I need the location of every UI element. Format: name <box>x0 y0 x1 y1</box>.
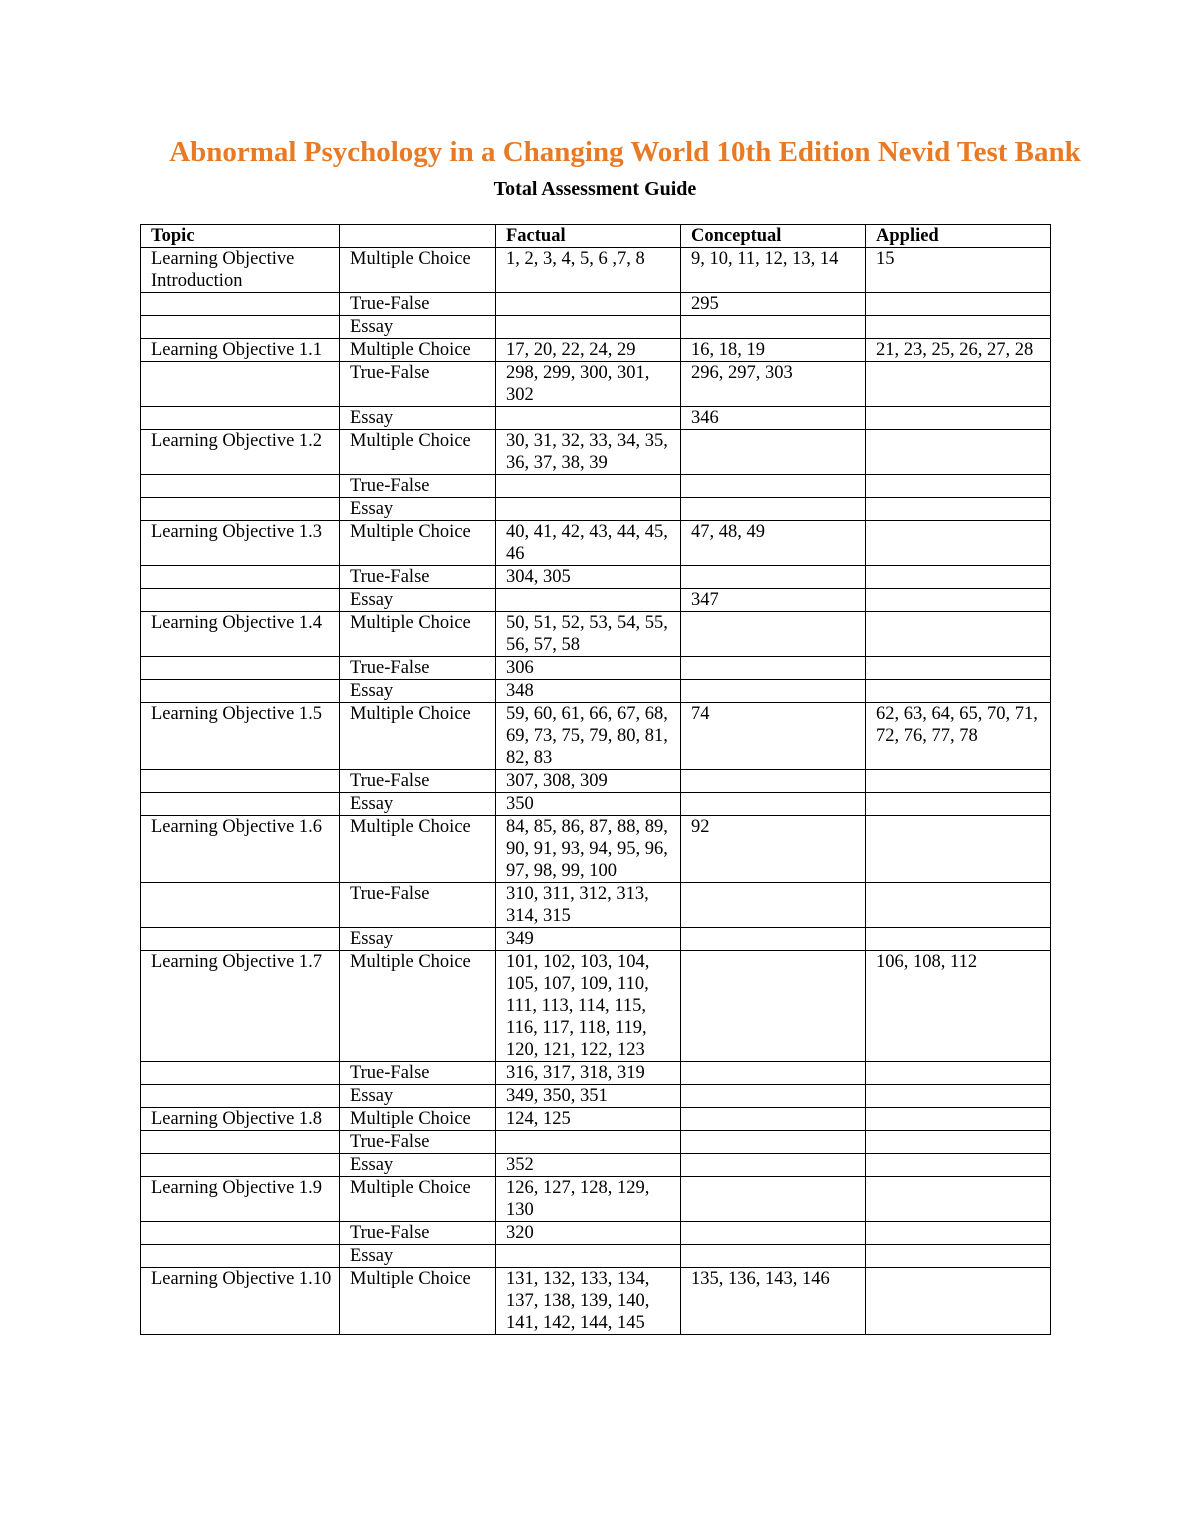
cell-question-type: Essay <box>340 793 496 816</box>
cell-question-type: Multiple Choice <box>340 951 496 1062</box>
cell-conceptual <box>681 1222 866 1245</box>
cell-question-type: Essay <box>340 1154 496 1177</box>
cell-applied <box>866 316 1051 339</box>
cell-conceptual: 47, 48, 49 <box>681 521 866 566</box>
cell-question-type: True-False <box>340 475 496 498</box>
cell-conceptual <box>681 657 866 680</box>
cell-question-type: True-False <box>340 770 496 793</box>
cell-question-type: Essay <box>340 589 496 612</box>
table-row <box>141 566 1051 589</box>
cell-topic <box>141 1085 340 1108</box>
cell-applied: 106, 108, 112 <box>866 951 1051 1062</box>
cell-topic <box>141 770 340 793</box>
cell-applied <box>866 521 1051 566</box>
cell-question-type: True-False <box>340 883 496 928</box>
cell-conceptual: 74 <box>681 703 866 770</box>
cell-conceptual <box>681 770 866 793</box>
cell-factual: 59, 60, 61, 66, 67, 68, 69, 73, 75, 79, 80, 81, 82, 83 <box>496 703 681 770</box>
cell-conceptual: 135, 136, 143, 146 <box>681 1268 866 1335</box>
cell-factual: 348 <box>496 680 681 703</box>
cell-conceptual: 295 <box>681 293 866 316</box>
cell-topic <box>141 657 340 680</box>
cell-factual: 30, 31, 32, 33, 34, 35, 36, 37, 38, 39 <box>496 430 681 475</box>
document-subtitle: Total Assessment Guide <box>493 178 697 200</box>
cell-question-type: Multiple Choice <box>340 430 496 475</box>
cell-factual: 316, 317, 318, 319 <box>496 1062 681 1085</box>
cell-factual <box>496 316 681 339</box>
cell-conceptual <box>681 612 866 657</box>
cell-conceptual: 347 <box>681 589 866 612</box>
cell-question-type: True-False <box>340 1131 496 1154</box>
cell-factual: 84, 85, 86, 87, 88, 89, 90, 91, 93, 94, 95, 96, 97, 98, 99, 100 <box>496 816 681 883</box>
cell-topic <box>141 1222 340 1245</box>
cell-factual: 306 <box>496 657 681 680</box>
table-row <box>141 430 1051 475</box>
cell-topic: Learning Objective 1.7 <box>141 951 340 1062</box>
table-row <box>141 657 1051 680</box>
header-row <box>141 225 1051 248</box>
cell-topic: Learning Objective Introduction <box>141 248 340 293</box>
cell-question-type: Multiple Choice <box>340 612 496 657</box>
cell-conceptual <box>681 1154 866 1177</box>
cell-conceptual <box>681 1177 866 1222</box>
cell-topic: Learning Objective 1.4 <box>141 612 340 657</box>
cell-factual: 320 <box>496 1222 681 1245</box>
cell-factual <box>496 407 681 430</box>
cell-factual: 101, 102, 103, 104, 105, 107, 109, 110, 111, 113, 114, 115, 116, 117, 118, 119, 120, 121, 122, 123 <box>496 951 681 1062</box>
cell-question-type: Essay <box>340 1245 496 1268</box>
cell-applied <box>866 1108 1051 1131</box>
cell-topic <box>141 293 340 316</box>
cell-question-type: Multiple Choice <box>340 248 496 293</box>
cell-applied <box>866 770 1051 793</box>
cell-factual: 40, 41, 42, 43, 44, 45, 46 <box>496 521 681 566</box>
table-row <box>141 339 1051 362</box>
table-row <box>141 498 1051 521</box>
cell-factual: 17, 20, 22, 24, 29 <box>496 339 681 362</box>
cell-question-type: Multiple Choice <box>340 816 496 883</box>
cell-conceptual <box>681 1108 866 1131</box>
cell-topic <box>141 1131 340 1154</box>
cell-applied <box>866 589 1051 612</box>
cell-conceptual <box>681 566 866 589</box>
cell-conceptual: 92 <box>681 816 866 883</box>
cell-factual: 50, 51, 52, 53, 54, 55, 56, 57, 58 <box>496 612 681 657</box>
table-row <box>141 1222 1051 1245</box>
cell-conceptual <box>681 680 866 703</box>
cell-topic <box>141 407 340 430</box>
cell-topic <box>141 566 340 589</box>
cell-topic: Learning Objective 1.1 <box>141 339 340 362</box>
table-row <box>141 1245 1051 1268</box>
table-row <box>141 928 1051 951</box>
cell-topic <box>141 928 340 951</box>
cell-question-type: Multiple Choice <box>340 1177 496 1222</box>
cell-question-type: Multiple Choice <box>340 339 496 362</box>
cell-conceptual <box>681 1245 866 1268</box>
cell-topic <box>141 680 340 703</box>
cell-applied <box>866 430 1051 475</box>
cell-topic: Learning Objective 1.3 <box>141 521 340 566</box>
cell-conceptual <box>681 883 866 928</box>
cell-conceptual <box>681 316 866 339</box>
cell-factual: 310, 311, 312, 313, 314, 315 <box>496 883 681 928</box>
cell-topic <box>141 1245 340 1268</box>
cell-conceptual <box>681 793 866 816</box>
table-row <box>141 703 1051 770</box>
header-factual: Factual <box>496 225 681 248</box>
table-row <box>141 793 1051 816</box>
cell-topic: Learning Objective 1.2 <box>141 430 340 475</box>
cell-question-type: True-False <box>340 566 496 589</box>
table-row <box>141 816 1051 883</box>
table-row <box>141 1177 1051 1222</box>
cell-applied: 15 <box>866 248 1051 293</box>
cell-topic <box>141 475 340 498</box>
table-row <box>141 407 1051 430</box>
cell-question-type: Multiple Choice <box>340 703 496 770</box>
cell-factual: 349, 350, 351 <box>496 1085 681 1108</box>
cell-question-type: True-False <box>340 1062 496 1085</box>
cell-applied <box>866 680 1051 703</box>
cell-question-type: Essay <box>340 407 496 430</box>
table-row <box>141 1154 1051 1177</box>
cell-applied <box>866 1245 1051 1268</box>
cell-applied <box>866 566 1051 589</box>
cell-factual <box>496 475 681 498</box>
cell-applied <box>866 498 1051 521</box>
cell-conceptual <box>681 475 866 498</box>
header-topic: Topic <box>141 225 340 248</box>
cell-applied <box>866 1222 1051 1245</box>
cell-topic <box>141 362 340 407</box>
table-row <box>141 612 1051 657</box>
table-row <box>141 1085 1051 1108</box>
cell-question-type: Essay <box>340 928 496 951</box>
cell-applied: 21, 23, 25, 26, 27, 28 <box>866 339 1051 362</box>
table-row <box>141 248 1051 293</box>
cell-applied <box>866 657 1051 680</box>
cell-conceptual <box>681 1062 866 1085</box>
cell-applied <box>866 407 1051 430</box>
table-header <box>141 225 1051 248</box>
table-row <box>141 1108 1051 1131</box>
cell-topic: Learning Objective 1.9 <box>141 1177 340 1222</box>
cell-question-type: Essay <box>340 680 496 703</box>
table-row <box>141 475 1051 498</box>
cell-conceptual: 296, 297, 303 <box>681 362 866 407</box>
cell-topic <box>141 793 340 816</box>
table-row <box>141 316 1051 339</box>
table-row <box>141 293 1051 316</box>
header-question-type <box>340 225 496 248</box>
document-title: Abnormal Psychology in a Changing World 10th Edition Nevid Test Bank <box>169 136 1081 168</box>
cell-topic <box>141 1154 340 1177</box>
table-body <box>141 248 1051 1335</box>
cell-factual: 307, 308, 309 <box>496 770 681 793</box>
header-conceptual: Conceptual <box>681 225 866 248</box>
cell-question-type: Essay <box>340 1085 496 1108</box>
cell-applied <box>866 1062 1051 1085</box>
cell-applied <box>866 293 1051 316</box>
cell-topic <box>141 498 340 521</box>
cell-question-type: Multiple Choice <box>340 1268 496 1335</box>
cell-topic <box>141 883 340 928</box>
cell-question-type: Essay <box>340 316 496 339</box>
cell-conceptual <box>681 1131 866 1154</box>
cell-factual <box>496 293 681 316</box>
table-row <box>141 1062 1051 1085</box>
cell-applied <box>866 1131 1051 1154</box>
cell-applied <box>866 362 1051 407</box>
table-row <box>141 589 1051 612</box>
cell-factual: 124, 125 <box>496 1108 681 1131</box>
table-row <box>141 521 1051 566</box>
cell-question-type: True-False <box>340 293 496 316</box>
cell-topic: Learning Objective 1.8 <box>141 1108 340 1131</box>
cell-conceptual: 16, 18, 19 <box>681 339 866 362</box>
cell-applied <box>866 793 1051 816</box>
cell-applied <box>866 1268 1051 1335</box>
cell-question-type: Multiple Choice <box>340 1108 496 1131</box>
cell-factual: 131, 132, 133, 134, 137, 138, 139, 140, 141, 142, 144, 145 <box>496 1268 681 1335</box>
table-row <box>141 883 1051 928</box>
cell-factual: 126, 127, 128, 129, 130 <box>496 1177 681 1222</box>
cell-factual: 1, 2, 3, 4, 5, 6 ,7, 8 <box>496 248 681 293</box>
cell-topic: Learning Objective 1.6 <box>141 816 340 883</box>
cell-factual <box>496 1245 681 1268</box>
cell-question-type: Essay <box>340 498 496 521</box>
cell-question-type: True-False <box>340 657 496 680</box>
cell-applied <box>866 1177 1051 1222</box>
cell-question-type: True-False <box>340 1222 496 1245</box>
cell-topic <box>141 316 340 339</box>
table-row <box>141 1131 1051 1154</box>
cell-factual: 298, 299, 300, 301, 302 <box>496 362 681 407</box>
cell-factual: 352 <box>496 1154 681 1177</box>
cell-factual: 349 <box>496 928 681 951</box>
cell-applied <box>866 612 1051 657</box>
cell-factual <box>496 589 681 612</box>
table-row <box>141 951 1051 1062</box>
table-row <box>141 362 1051 407</box>
cell-factual <box>496 498 681 521</box>
header-applied: Applied <box>866 225 1051 248</box>
cell-applied <box>866 816 1051 883</box>
cell-question-type: Multiple Choice <box>340 521 496 566</box>
cell-conceptual <box>681 1085 866 1108</box>
table-row <box>141 1268 1051 1335</box>
table-row <box>141 770 1051 793</box>
cell-question-type: True-False <box>340 362 496 407</box>
cell-topic: Learning Objective 1.5 <box>141 703 340 770</box>
assessment-guide-table <box>140 224 1051 1335</box>
cell-applied <box>866 883 1051 928</box>
cell-topic <box>141 1062 340 1085</box>
cell-applied <box>866 1154 1051 1177</box>
cell-conceptual <box>681 498 866 521</box>
cell-conceptual <box>681 430 866 475</box>
cell-topic: Learning Objective 1.10 <box>141 1268 340 1335</box>
cell-conceptual: 346 <box>681 407 866 430</box>
cell-conceptual <box>681 928 866 951</box>
table-row <box>141 680 1051 703</box>
cell-conceptual: 9, 10, 11, 12, 13, 14 <box>681 248 866 293</box>
cell-factual: 350 <box>496 793 681 816</box>
cell-conceptual <box>681 951 866 1062</box>
cell-applied: 62, 63, 64, 65, 70, 71, 72, 76, 77, 78 <box>866 703 1051 770</box>
cell-applied <box>866 475 1051 498</box>
cell-factual <box>496 1131 681 1154</box>
cell-topic <box>141 589 340 612</box>
cell-applied <box>866 928 1051 951</box>
cell-factual: 304, 305 <box>496 566 681 589</box>
cell-applied <box>866 1085 1051 1108</box>
